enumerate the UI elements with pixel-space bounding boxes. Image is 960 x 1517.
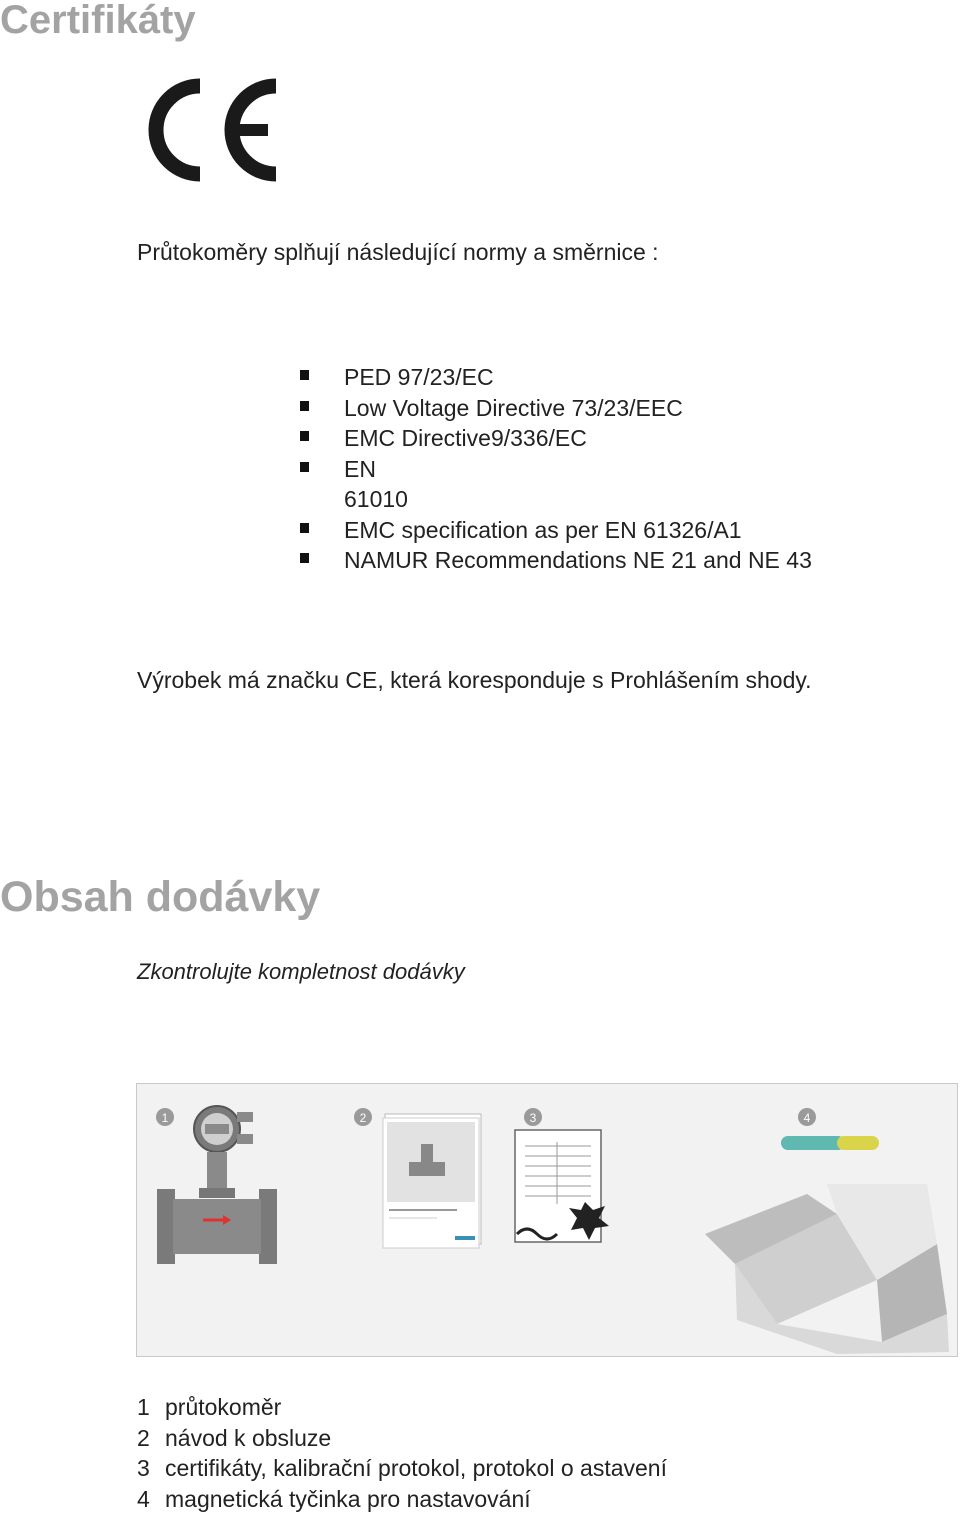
box-icon bbox=[705, 1184, 949, 1354]
item-number: 2 bbox=[137, 1424, 150, 1451]
item-text: magnetická tyčinka pro nastavování bbox=[165, 1485, 531, 1512]
bullet-icon bbox=[300, 431, 309, 441]
bullet-icon bbox=[300, 370, 309, 380]
list-item bbox=[137, 1392, 667, 1423]
marker-1-icon bbox=[156, 1108, 174, 1126]
marker-3-icon bbox=[524, 1108, 542, 1126]
marker-label: 1 bbox=[161, 1111, 169, 1125]
ce-mark-icon bbox=[134, 78, 280, 182]
bullet-icon bbox=[300, 523, 309, 533]
section-title-delivery-contents: Obsah dodávky bbox=[0, 873, 321, 921]
item-text: certifikáty, kalibrační protokol, protokol o astavení bbox=[165, 1455, 667, 1481]
standard-item: NAMUR Recommendations NE 21 and NE 43 bbox=[298, 545, 812, 576]
standard-item: Low Voltage Directive 73/23/EEC bbox=[298, 393, 812, 424]
intro-text: Průtokoměry splňují následující normy a směrnice : bbox=[137, 239, 659, 265]
list-item bbox=[137, 1453, 667, 1484]
bullet-icon bbox=[300, 401, 309, 411]
ce-conformity-note: Výrobek má značku CE, která koresponduje s Prohlášením shody. bbox=[137, 667, 812, 693]
bullet-icon bbox=[300, 462, 309, 472]
magnetic-rod-icon bbox=[781, 1136, 879, 1150]
item-text: návod k obsluze bbox=[165, 1424, 332, 1451]
marker-label: 4 bbox=[803, 1111, 811, 1125]
item-number: 4 bbox=[137, 1485, 150, 1512]
list-item bbox=[137, 1484, 667, 1515]
flowmeter-icon bbox=[157, 1106, 277, 1264]
item-text: průtokoměr bbox=[165, 1394, 282, 1420]
standard-item: EMC specification as per EN 61326/A1 bbox=[298, 515, 812, 546]
item-number: 1 bbox=[137, 1394, 150, 1420]
marker-4-icon bbox=[798, 1108, 816, 1126]
standard-item: PED 97/23/EC bbox=[298, 362, 812, 393]
marker-2-icon bbox=[354, 1108, 372, 1126]
delivery-items-list bbox=[137, 1392, 667, 1514]
marker-label: 3 bbox=[529, 1111, 537, 1125]
item-number: 3 bbox=[137, 1455, 150, 1481]
standard-item: EMC Directive9/336/EC bbox=[298, 423, 812, 454]
manual-icon bbox=[383, 1114, 481, 1248]
list-item bbox=[137, 1423, 667, 1454]
check-note: Zkontrolujte kompletnost dodávky bbox=[137, 959, 465, 984]
delivery-contents-figure bbox=[136, 1083, 958, 1357]
marker-label: 2 bbox=[359, 1111, 367, 1125]
bullet-icon bbox=[300, 553, 309, 563]
standard-item: EN 61010 bbox=[298, 454, 812, 515]
certificate-icon bbox=[515, 1130, 609, 1242]
standards-list bbox=[298, 362, 812, 576]
section-title-certificates: Certifikáty bbox=[0, 0, 196, 42]
